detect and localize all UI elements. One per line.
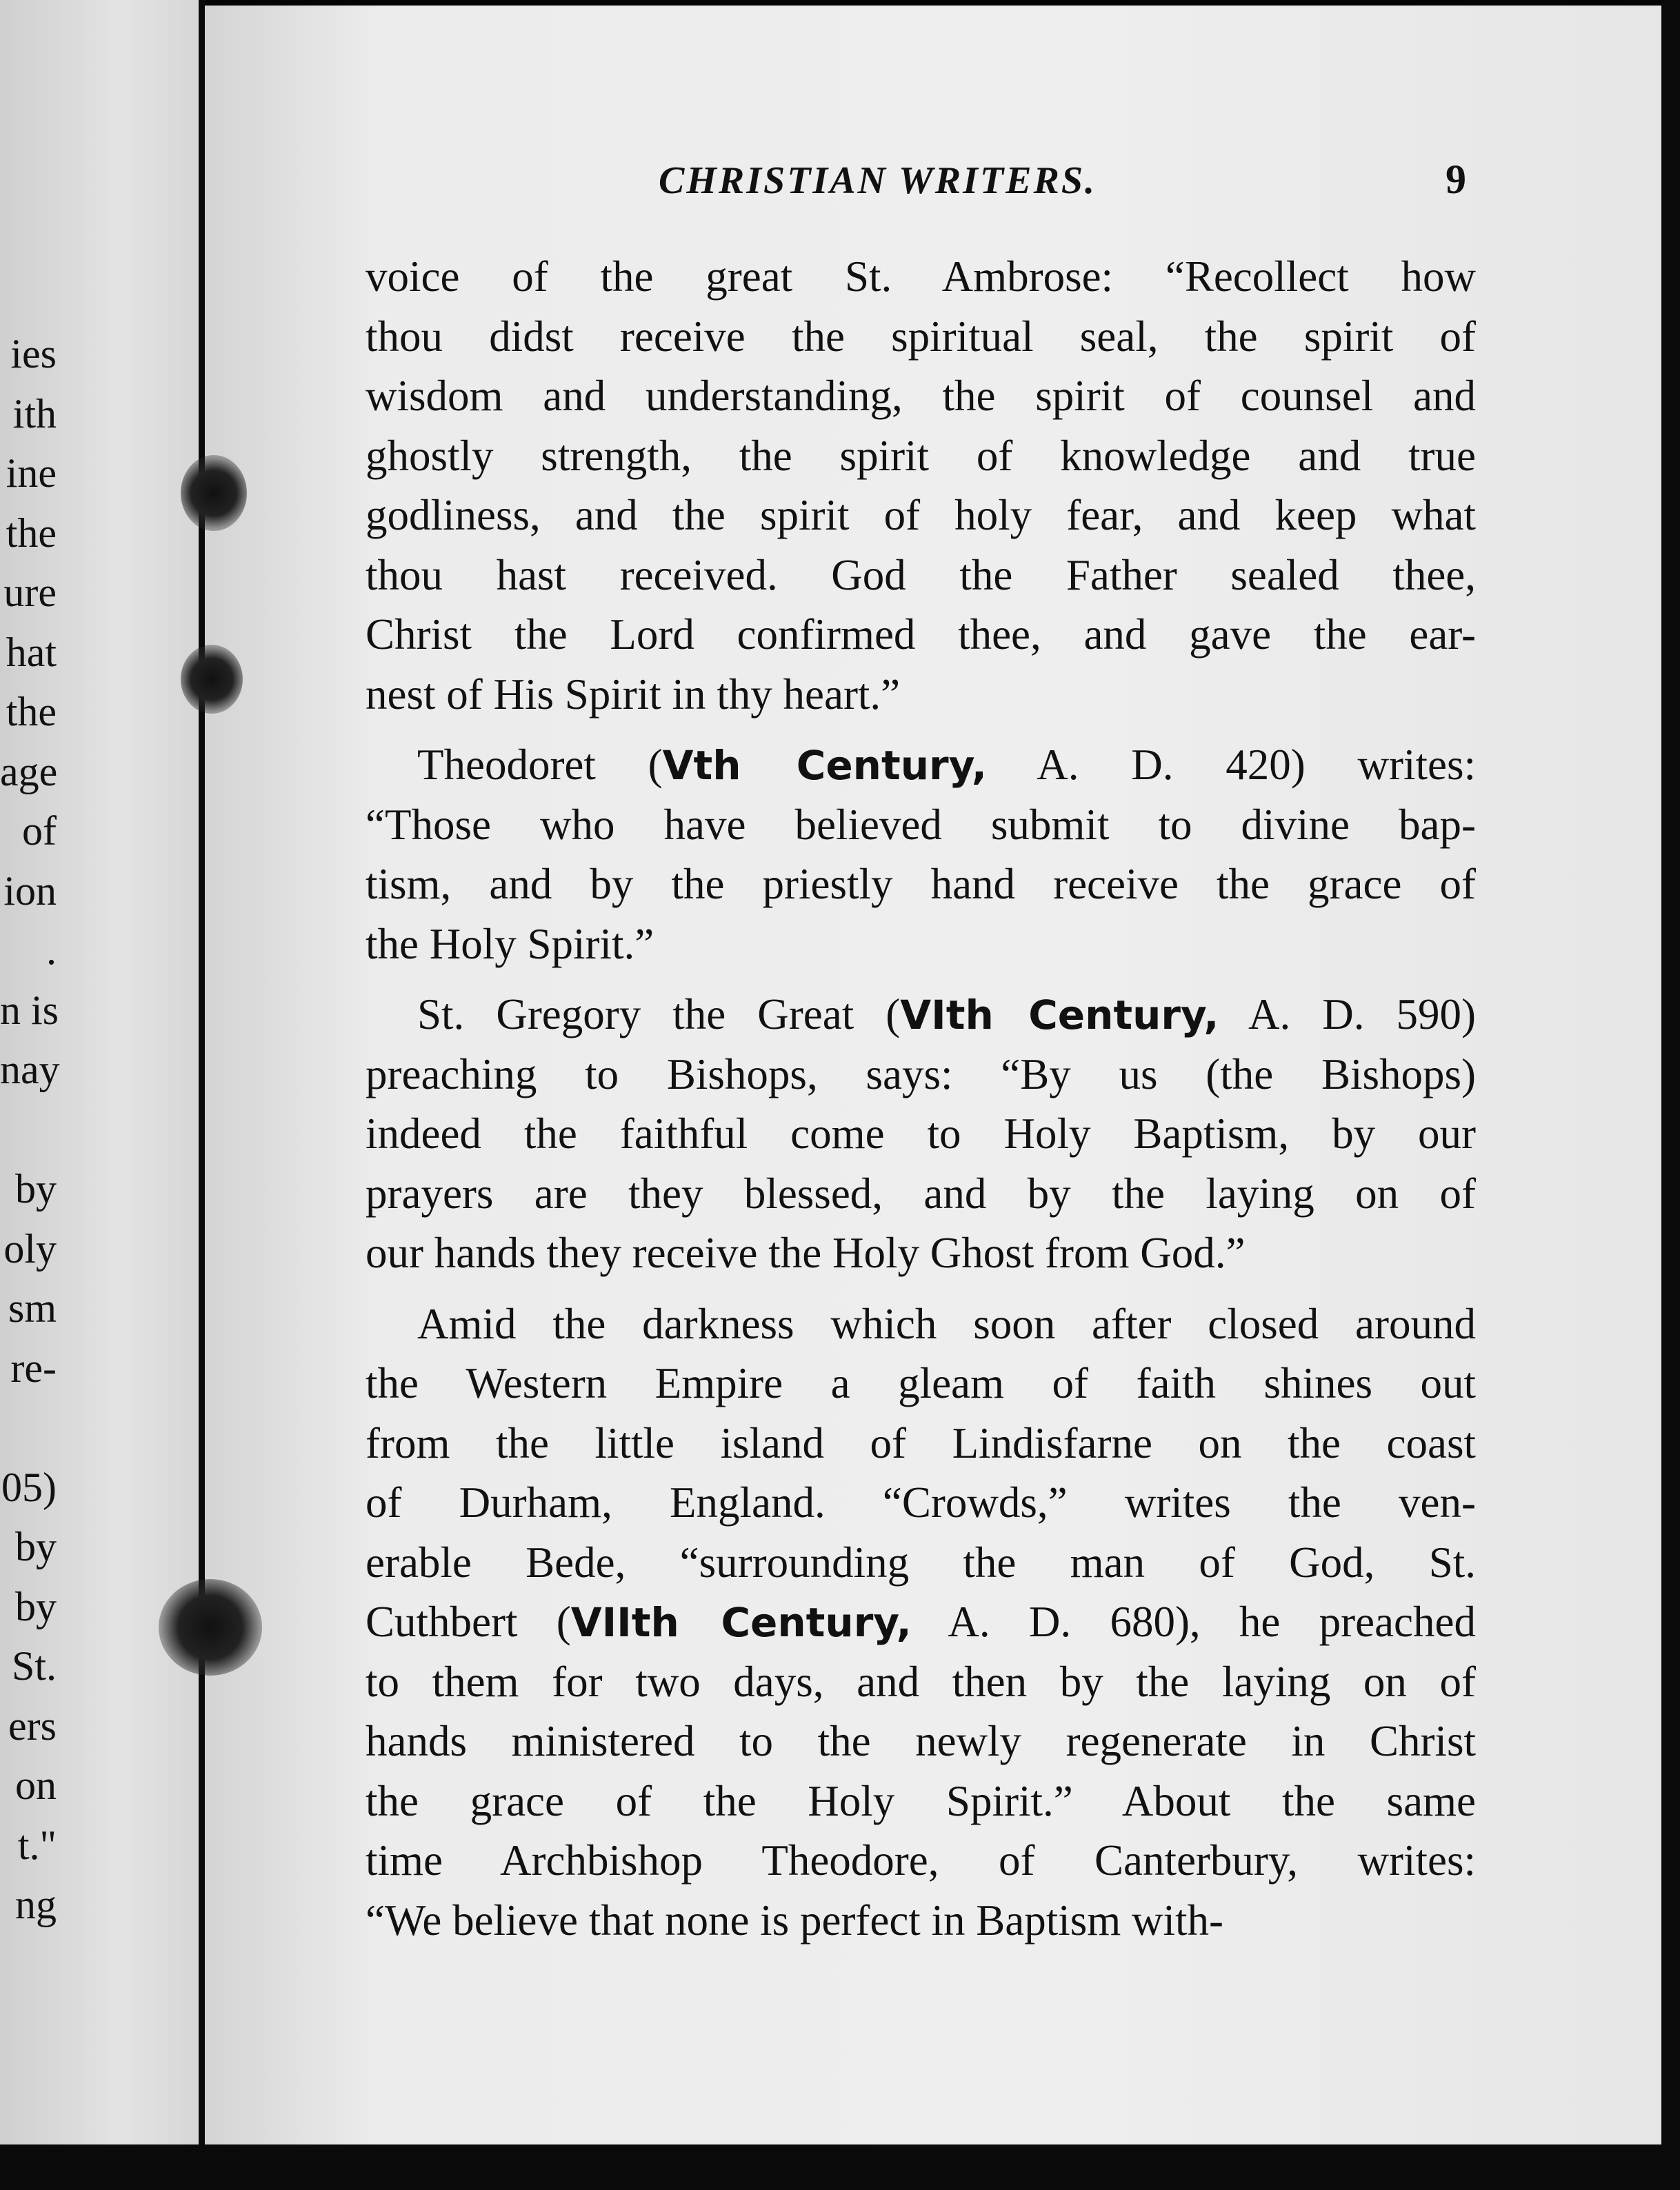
text-line [366,1354,1476,1414]
text-run: A. D. 590) [1219,990,1477,1038]
text-run: “Those who have believed submit to divine bap- [366,800,1476,849]
text-line [366,914,1476,974]
left-page-fragment: ion [3,867,57,914]
text-line [366,1771,1476,1831]
left-page-edge [0,0,200,2144]
text-line [366,665,1476,725]
text-run: A. D. 420) writes: [986,741,1477,789]
text-run: A. D. 680), he preached [911,1598,1476,1646]
text-line [366,1592,1476,1652]
text-line [366,307,1476,367]
left-page-fragment: n is [0,987,59,1033]
text-line [366,795,1476,855]
text-line [366,247,1476,307]
text-line [366,1533,1476,1593]
text-run: hands ministered to the newly regenerate in Christ [366,1717,1476,1765]
text-run: nest of His Spirit in thy heart.” [366,670,901,719]
text-line [366,485,1476,545]
left-page-fragment: ith [12,390,57,436]
text-run: Cuthbert ( [366,1598,571,1646]
binding-gutter [199,0,205,2158]
left-page-text-fragments [0,324,60,1935]
left-page-fragment: by [15,1166,57,1212]
left-page-fragment: 05) [1,1464,57,1510]
text-line [366,366,1476,426]
text-run: the Western Empire a gleam of faith shines out [366,1359,1476,1407]
text-line [366,1223,1476,1283]
left-page-fragment: . [46,927,57,973]
text-run: ghostly strength, the spirit of knowledge and true [366,431,1476,480]
left-page-fragment [0,1100,57,1160]
scan-border-bottom [0,2144,1680,2190]
paragraph-gap [366,974,1476,985]
text-line [366,605,1476,665]
text-run: Christ the Lord confirmed thee, and gave the ear- [366,610,1476,659]
text-run: preaching to Bishops, says: “By us (the Bishops) [366,1049,1476,1098]
century-label: VIIth Century, [570,1599,912,1646]
text-run: of Durham, England. “Crowds,” writes the ven- [366,1478,1476,1527]
text-line [366,1711,1476,1771]
binding-stain [181,455,247,531]
text-run: prayers are they blessed, and by the laying on of [366,1169,1476,1218]
century-label: VIth Century, [900,992,1219,1038]
paragraph-gap [366,1283,1476,1294]
body-text [366,247,1476,1950]
text-run: to them for two days, and then by the laying on of [366,1657,1476,1706]
scan-border-right [1661,0,1680,2190]
left-page-fragment: nay [0,1047,60,1092]
text-line [366,854,1476,914]
left-page-fragment: t." [17,1822,57,1868]
left-page-fragment: oly [3,1225,57,1272]
text-run: from the little island of Lindisfarne on the coast [366,1418,1476,1467]
text-run: thou didst receive the spiritual seal, the spirit of [366,312,1476,361]
text-line [366,985,1476,1045]
left-page-fragment: by [15,1583,57,1629]
binding-stain [181,645,243,714]
text-run: godliness, and the spirit of holy fear, and keep what [366,491,1476,539]
century-label: Vth Century, [662,742,987,789]
text-line [366,1652,1476,1712]
text-line [366,1104,1476,1164]
left-page-fragment: St. [11,1643,57,1689]
text-line [366,1414,1476,1474]
text-run: time Archbishop Theodore, of Canterbury, writes: [366,1836,1476,1885]
paragraph-gap [366,724,1476,735]
text-line [366,1831,1476,1891]
text-run: “We believe that none is perfect in Baptism with- [366,1896,1224,1945]
text-run: tism, and by the priestly hand receive the grace of [366,860,1476,908]
left-page-fragment: ers [8,1702,57,1749]
left-page-fragment: the [6,689,57,734]
left-page-fragment: ies [10,331,57,376]
text-run: indeed the faithful come to Holy Baptism, by our [366,1109,1476,1158]
text-run: wisdom and understanding, the spirit of counsel and [366,372,1476,420]
text-line [366,1045,1476,1105]
left-page-fragment: by [15,1524,57,1569]
left-page-fragment: the [6,510,57,556]
text-line [366,735,1476,795]
left-page-fragment: ng [15,1882,57,1927]
text-run: the Holy Spirit.” [366,919,654,968]
text-run: Amid the darkness which soon after closed around [417,1299,1476,1348]
left-page-fragment: ure [3,570,57,615]
page-number: 9 [1446,157,1466,202]
text-line [366,1473,1476,1533]
left-page-fragment: on [15,1762,57,1808]
text-line [366,426,1476,486]
text-run: St. Gregory the Great ( [417,990,901,1038]
text-line [366,1891,1476,1951]
binding-stain [159,1579,262,1676]
text-run: thou hast received. God the Father sealed thee, [366,550,1476,599]
text-run: the grace of the Holy Spirit.” About the same [366,1776,1476,1825]
left-page-fragment: re- [10,1345,57,1391]
text-line [366,1164,1476,1224]
left-page-fragment: sm [8,1285,57,1331]
text-line [366,1294,1476,1354]
running-head: CHRISTIAN WRITERS. [659,159,1097,202]
text-run: our hands they receive the Holy Ghost from God.” [366,1229,1246,1277]
text-run: Theodoret ( [417,741,663,789]
left-page-fragment: of [22,808,57,854]
text-line [366,545,1476,605]
text-run: erable Bede, “surrounding the man of God, St. [366,1538,1476,1587]
text-run: voice of the great St. Ambrose: “Recollect how [366,252,1476,301]
left-page-fragment: age [0,748,58,794]
left-page-fragment [0,1398,57,1458]
left-page-fragment: hat [6,629,57,675]
left-page-fragment: ine [6,450,57,496]
